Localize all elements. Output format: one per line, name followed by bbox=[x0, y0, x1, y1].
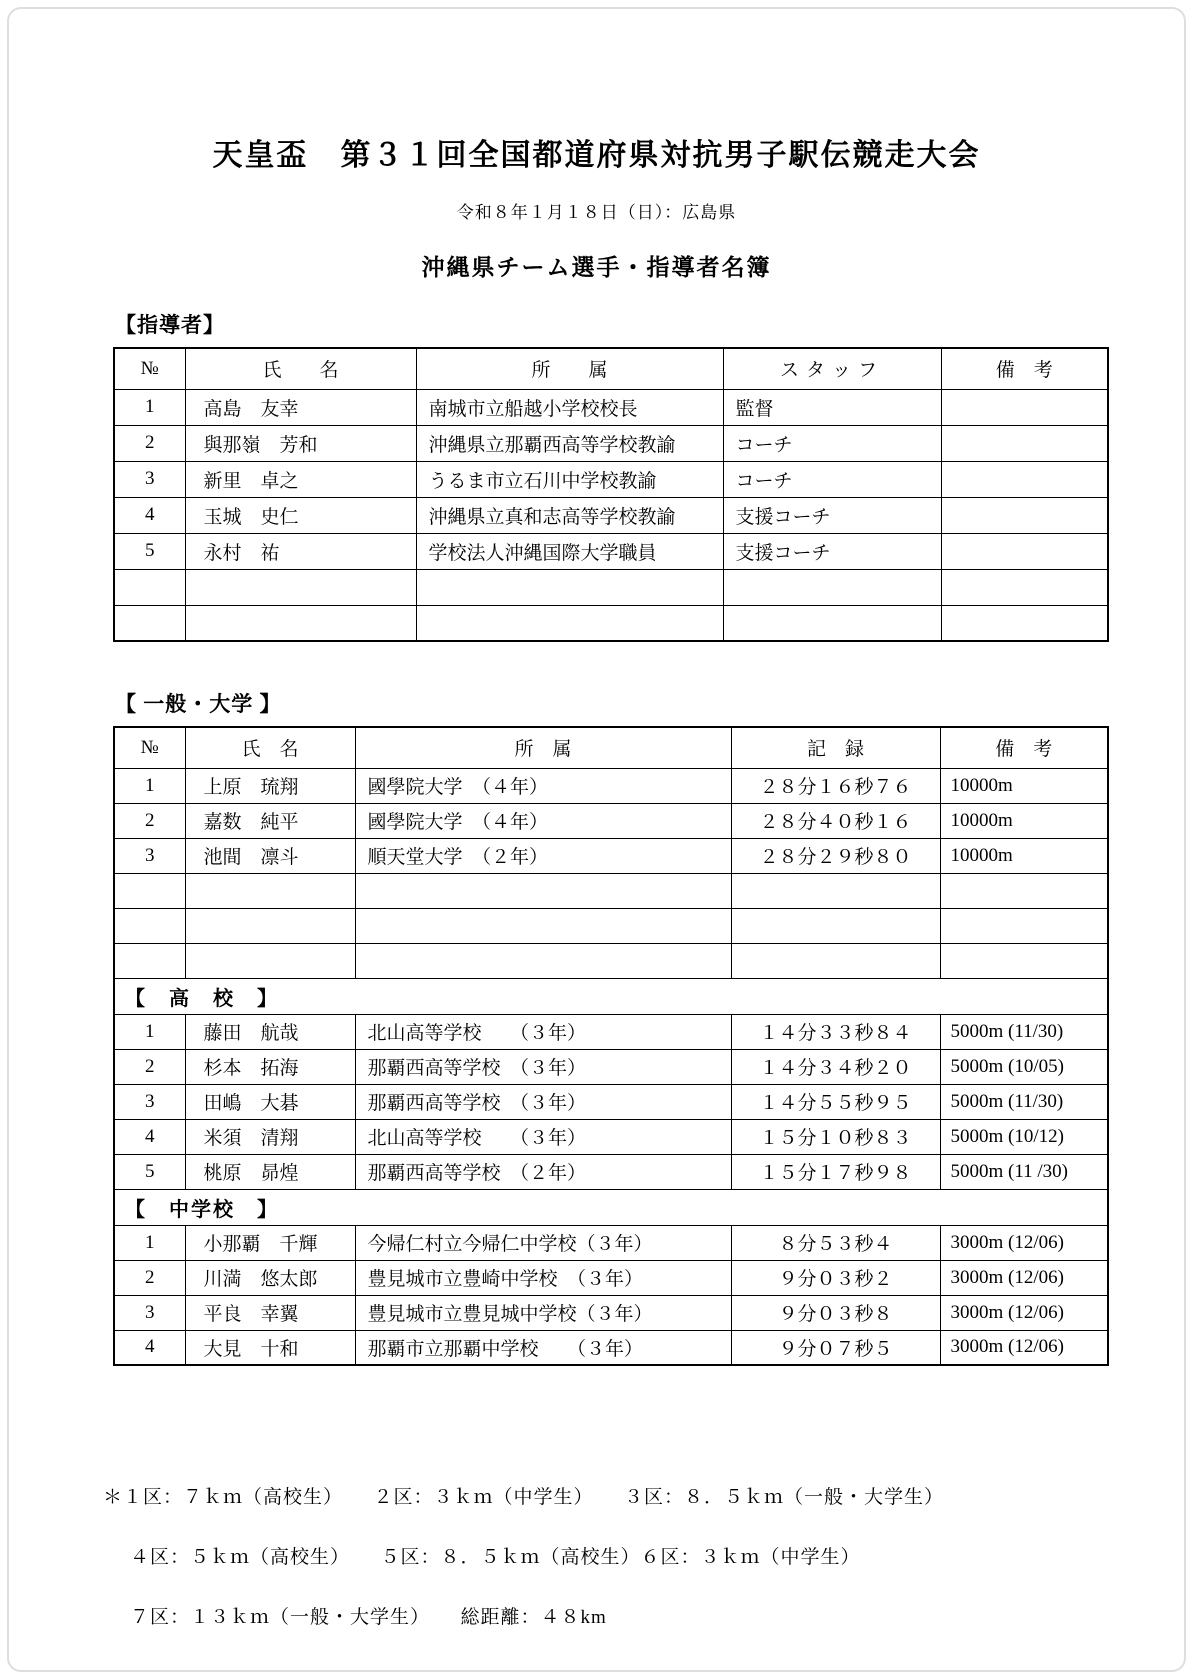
footnote-line-1: ＊１区：７ｋｍ（高校生） ２区：３ｋｍ（中学生） ３区：８．５ｋｍ（一般・大学生） bbox=[103, 1487, 945, 1508]
cell-staff: 支援コーチ bbox=[723, 533, 941, 569]
coaches-section-heading: 【指導者】 bbox=[115, 313, 225, 337]
footnote-line-3: ７区：１３ｋｍ（一般・大学生） 総距離：４８km bbox=[130, 1607, 607, 1628]
cell-record: １５分１７秒９８ bbox=[731, 1154, 940, 1189]
cell-note: 5000m (11/30) bbox=[940, 1084, 1108, 1119]
cell-no: 4 bbox=[114, 497, 185, 533]
col-header-affiliation: 所 属 bbox=[355, 727, 731, 768]
cell-affiliation: 学校法人沖縄国際大学職員 bbox=[416, 533, 723, 569]
university-athlete-row bbox=[114, 838, 1108, 873]
cell-note: 3000m (12/06) bbox=[940, 1225, 1108, 1260]
cell-name: 米須 清翔 bbox=[185, 1119, 355, 1154]
highschool-athlete-row bbox=[114, 1049, 1108, 1084]
cell-affiliation: 順天堂大学 （２年） bbox=[355, 838, 731, 873]
col-header-no: № bbox=[114, 348, 185, 389]
cell-no: 2 bbox=[114, 425, 185, 461]
document-content bbox=[103, 309, 1107, 1629]
cell-name: 川満 悠太郎 bbox=[185, 1260, 355, 1295]
cell-no: 3 bbox=[114, 1084, 185, 1119]
cell-record: ２８分１６秒７６ bbox=[731, 768, 940, 803]
cell-record: ９分０３秒８ bbox=[731, 1295, 940, 1330]
cell-note bbox=[940, 873, 1108, 908]
leg-distance-footnotes bbox=[103, 1482, 1107, 1629]
cell-staff bbox=[723, 605, 941, 641]
highschool-athlete-row bbox=[114, 1154, 1108, 1189]
coach-row bbox=[114, 425, 1108, 461]
cell-no: 5 bbox=[114, 1154, 185, 1189]
cell-name: 平良 幸翼 bbox=[185, 1295, 355, 1330]
cell-no: 1 bbox=[114, 768, 185, 803]
cell-name: 杉本 拓海 bbox=[185, 1049, 355, 1084]
cell-affiliation: 豊見城市立豊見城中学校（３年） bbox=[355, 1295, 731, 1330]
cell-staff: 監督 bbox=[723, 389, 941, 425]
cell-record bbox=[731, 908, 940, 943]
col-header-name: 氏 名 bbox=[185, 348, 416, 389]
coach-row bbox=[114, 497, 1108, 533]
cell-record: １４分５５秒９５ bbox=[731, 1084, 940, 1119]
university-athlete-row bbox=[114, 768, 1108, 803]
highschool-athlete-row bbox=[114, 1119, 1108, 1154]
cell-note bbox=[940, 908, 1108, 943]
cell-name: 新里 卓之 bbox=[185, 461, 416, 497]
col-header-staff: スタッフ bbox=[723, 348, 941, 389]
cell-note bbox=[941, 425, 1108, 461]
cell-name: 小那覇 千輝 bbox=[185, 1225, 355, 1260]
cell-name: 與那嶺 芳和 bbox=[185, 425, 416, 461]
juniorhigh-athlete-row bbox=[114, 1260, 1108, 1295]
athletes-table bbox=[113, 726, 1109, 1366]
highschool-section-row bbox=[114, 978, 1108, 1014]
cell-record: ９分０７秒５ bbox=[731, 1330, 940, 1365]
juniorhigh-section-row bbox=[114, 1189, 1108, 1225]
coaches-header-row bbox=[114, 348, 1108, 389]
cell-staff bbox=[723, 569, 941, 605]
cell-note: 10000m bbox=[940, 768, 1108, 803]
cell-no: 3 bbox=[114, 838, 185, 873]
document-header bbox=[0, 0, 1193, 282]
cell-record bbox=[731, 873, 940, 908]
col-header-name: 氏 名 bbox=[185, 727, 355, 768]
cell-no: 3 bbox=[114, 1295, 185, 1330]
highschool-athlete-row bbox=[114, 1084, 1108, 1119]
cell-note: 3000m (12/06) bbox=[940, 1295, 1108, 1330]
cell-record: ２８分２９秒８０ bbox=[731, 838, 940, 873]
cell-record: ９分０３秒２ bbox=[731, 1260, 940, 1295]
university-athlete-row-empty bbox=[114, 943, 1108, 978]
cell-name: 池間 凛斗 bbox=[185, 838, 355, 873]
cell-note: 5000m (10/05) bbox=[940, 1049, 1108, 1084]
cell-no bbox=[114, 569, 185, 605]
cell-staff: コーチ bbox=[723, 425, 941, 461]
cell-no: 5 bbox=[114, 533, 185, 569]
cell-staff: 支援コーチ bbox=[723, 497, 941, 533]
cell-note: 5000m (11/30) bbox=[940, 1014, 1108, 1049]
general-university-heading: 【 一般・大学 】 bbox=[115, 692, 282, 716]
cell-note bbox=[941, 569, 1108, 605]
cell-name bbox=[185, 873, 355, 908]
cell-affiliation: 那覇西高等学校 （３年） bbox=[355, 1049, 731, 1084]
cell-affiliation: 北山高等学校 （３年） bbox=[355, 1119, 731, 1154]
university-athlete-row bbox=[114, 803, 1108, 838]
col-header-record: 記 録 bbox=[731, 727, 940, 768]
cell-name bbox=[185, 605, 416, 641]
cell-no bbox=[114, 873, 185, 908]
cell-no bbox=[114, 943, 185, 978]
athletes-header-row bbox=[114, 727, 1108, 768]
col-header-note: 備 考 bbox=[940, 727, 1108, 768]
col-header-affiliation: 所 属 bbox=[416, 348, 723, 389]
cell-record: １５分１０秒８３ bbox=[731, 1119, 940, 1154]
cell-name: 藤田 航哉 bbox=[185, 1014, 355, 1049]
cell-name: 上原 琉翔 bbox=[185, 768, 355, 803]
cell-affiliation: 沖縄県立真和志高等学校教諭 bbox=[416, 497, 723, 533]
coach-row bbox=[114, 461, 1108, 497]
coach-row-empty bbox=[114, 569, 1108, 605]
university-athlete-row-empty bbox=[114, 873, 1108, 908]
coaches-table bbox=[113, 347, 1109, 642]
cell-note bbox=[940, 943, 1108, 978]
cell-record: １４分３４秒２０ bbox=[731, 1049, 940, 1084]
cell-affiliation: 那覇西高等学校 （２年） bbox=[355, 1154, 731, 1189]
cell-name bbox=[185, 569, 416, 605]
cell-affiliation bbox=[355, 943, 731, 978]
cell-affiliation bbox=[416, 605, 723, 641]
cell-record bbox=[731, 943, 940, 978]
cell-name: 玉城 史仁 bbox=[185, 497, 416, 533]
cell-note bbox=[941, 605, 1108, 641]
cell-note: 3000m (12/06) bbox=[940, 1330, 1108, 1365]
cell-affiliation: うるま市立石川中学校教諭 bbox=[416, 461, 723, 497]
cell-no: 1 bbox=[114, 1225, 185, 1260]
coach-row-empty bbox=[114, 605, 1108, 641]
cell-note bbox=[941, 533, 1108, 569]
cell-affiliation bbox=[355, 873, 731, 908]
cell-no: 2 bbox=[114, 1049, 185, 1084]
cell-note bbox=[941, 497, 1108, 533]
cell-affiliation bbox=[355, 908, 731, 943]
col-header-no: № bbox=[114, 727, 185, 768]
cell-name: 大見 十和 bbox=[185, 1330, 355, 1365]
coach-row bbox=[114, 533, 1108, 569]
cell-name: 嘉数 純平 bbox=[185, 803, 355, 838]
cell-affiliation: 豊見城市立豊崎中学校 （３年） bbox=[355, 1260, 731, 1295]
cell-name bbox=[185, 908, 355, 943]
cell-note: 10000m bbox=[940, 803, 1108, 838]
cell-no: 1 bbox=[114, 1014, 185, 1049]
cell-affiliation: 北山高等学校 （３年） bbox=[355, 1014, 731, 1049]
cell-affiliation: 今帰仁村立今帰仁中学校（３年） bbox=[355, 1225, 731, 1260]
cell-no: 4 bbox=[114, 1119, 185, 1154]
cell-affiliation: 國學院大学 （４年） bbox=[355, 768, 731, 803]
cell-no: 2 bbox=[114, 803, 185, 838]
cell-affiliation: 那覇西高等学校 （３年） bbox=[355, 1084, 731, 1119]
coach-row bbox=[114, 389, 1108, 425]
page-subtitle: 沖縄県チーム選手・指導者名簿 bbox=[421, 255, 772, 280]
cell-record: ２８分４０秒１６ bbox=[731, 803, 940, 838]
cell-no: 4 bbox=[114, 1330, 185, 1365]
cell-name: 桃原 昴煌 bbox=[185, 1154, 355, 1189]
cell-note: 3000m (12/06) bbox=[940, 1260, 1108, 1295]
cell-no bbox=[114, 605, 185, 641]
cell-note: 5000m (10/12) bbox=[940, 1119, 1108, 1154]
juniorhigh-athlete-row bbox=[114, 1295, 1108, 1330]
footnote-line-2: ４区：５ｋｍ（高校生） ５区：８．５ｋｍ（高校生）６区：３ｋｍ（中学生） bbox=[130, 1547, 861, 1568]
cell-name: 田嶋 大碁 bbox=[185, 1084, 355, 1119]
cell-no: 1 bbox=[114, 389, 185, 425]
cell-name: 高島 友幸 bbox=[185, 389, 416, 425]
cell-record: ８分５３秒４ bbox=[731, 1225, 940, 1260]
cell-name bbox=[185, 943, 355, 978]
cell-affiliation bbox=[416, 569, 723, 605]
highschool-section-heading: 【 高 校 】 bbox=[114, 978, 1108, 1014]
event-date-line: 令和８年１月１８日（日）：広島県 bbox=[456, 203, 737, 222]
cell-affiliation: 南城市立船越小学校校長 bbox=[416, 389, 723, 425]
cell-staff: コーチ bbox=[723, 461, 941, 497]
cell-no bbox=[114, 908, 185, 943]
cell-no: 3 bbox=[114, 461, 185, 497]
juniorhigh-athlete-row bbox=[114, 1225, 1108, 1260]
cell-affiliation: 那覇市立那覇中学校 （３年） bbox=[355, 1330, 731, 1365]
cell-note: 5000m (11 /30) bbox=[940, 1154, 1108, 1189]
cell-affiliation: 國學院大学 （４年） bbox=[355, 803, 731, 838]
university-athlete-row-empty bbox=[114, 908, 1108, 943]
cell-affiliation: 沖縄県立那覇西高等学校教諭 bbox=[416, 425, 723, 461]
highschool-athlete-row bbox=[114, 1014, 1108, 1049]
cell-no: 2 bbox=[114, 1260, 185, 1295]
cell-note: 10000m bbox=[940, 838, 1108, 873]
cell-note bbox=[941, 461, 1108, 497]
page-title: 天皇盃 第３１回全国都道府県対抗男子駅伝競走大会 bbox=[212, 139, 981, 172]
cell-note bbox=[941, 389, 1108, 425]
juniorhigh-athlete-row bbox=[114, 1330, 1108, 1365]
cell-record: １４分３３秒８４ bbox=[731, 1014, 940, 1049]
juniorhigh-section-heading: 【 中学校 】 bbox=[114, 1189, 1108, 1225]
col-header-note: 備 考 bbox=[941, 348, 1108, 389]
cell-name: 永村 祐 bbox=[185, 533, 416, 569]
